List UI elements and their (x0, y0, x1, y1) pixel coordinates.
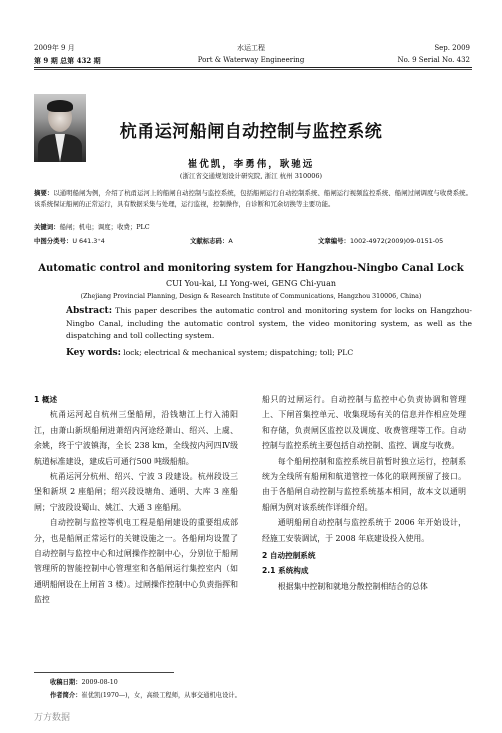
footnote-author: 作者简介：崔优凯(1970—)，女，高级工程师，从事交通机电设计。 (50, 692, 241, 699)
clc-number: 中图分类号：U 641.3⁺4 (34, 237, 105, 245)
header-rule-top (34, 67, 472, 68)
header-journal-en: Port & Waterway Engineering (197, 56, 305, 64)
keywords-cn-label: 关键词： (34, 223, 60, 231)
keywords-en-label: Key words: (66, 348, 121, 358)
section-2-heading: 2 自动控制系统 (262, 551, 316, 561)
paragraph: 船只的过闸运行。自动控制与监控中心负责协调和管理上、下闸首集控单元、收集现场有关的信息并作相应处理和存储，负责闸区监控以及调度、收费管理等工作。自动控制与监控系统主要包括自动控制、监控、调度与收费。 (262, 395, 466, 451)
paragraph: 杭甬运河分杭州、绍兴、宁波 3 段建设。杭州段设三堡和新坝 2 座船闸；绍兴段设塘角、通明、大库 3 座船闸；宁波段设蜀山、姚江、大通 3 座船闸。 (34, 472, 238, 512)
keywords-cn-text: 船闸；机电；调度；收费；PLC (59, 223, 150, 231)
body-column-left (34, 392, 238, 608)
header-issue-cn: 第 9 期 总第 432 期 (34, 56, 101, 65)
section-2-1-heading: 2.1 系统构成 (262, 566, 309, 576)
affiliation-en: (Zhejiang Provincial Planning, Design & Research Institute of Communications, Hangzhou 310006, China) (80, 293, 422, 300)
abstract-en-label: Abstract: (66, 306, 113, 316)
keywords-en (66, 348, 472, 358)
abstract-cn-text: 以通明船闸为例，介绍了杭甬运河上的船闸自动控制与监控系统，包括船闸运行自动控制系统、船闸运行视频监控系统、船闸过闸调度与收费系统。该系统保证船闸的正常运行，具有数据采集与处理，运行监视，控制操作，自诊断和冗余切换等主要功能。 (34, 189, 472, 208)
keywords-en-text: lock; electrical & mechanical system; dispatching; toll; PLC (120, 348, 354, 357)
paragraph: 自动控制与监控等机电工程是船闸建设的重要组成部分，也是船闸正常运行的关键设施之一。各船闸均设置了自动控制与监控中心和过闸操作控制中心，分别位于船闸管理所的智能控制中心管理室和各船闸运行集控室内（如通明船闸设在上闸首 3 楼）。过闸操作控制中心负责指挥和监控 (34, 518, 238, 605)
header-journal-cn: 水运工程 (237, 44, 265, 52)
paragraph: 杭甬运河起自杭州三堡船闸，沿钱塘江上行入浦阳江，由萧山新坝船闸进萧绍内河途经萧山、绍兴、上虞、余姚，终于宁波镇海，全长 238 km，全线按内河四Ⅳ级航道标准建设，建成后可通行500 吨级船舶。 (34, 410, 238, 466)
abstract-cn (34, 188, 472, 210)
header-rule-bottom (34, 69, 472, 70)
footnote-received: 收稿日期：2009-08-10 (50, 679, 118, 686)
header-date-en: Sep. 2009 (434, 44, 470, 52)
keywords-cn (34, 222, 472, 233)
header-date-cn: 2009年 9 月 (34, 44, 75, 52)
abstract-cn-label: 摘要： (34, 189, 54, 197)
affiliation-cn: (浙江省交通规划设计研究院, 浙江 杭州 310006) (179, 172, 323, 180)
article-title-cn: 杭甬运河船闸自动控制与监控系统 (119, 122, 383, 142)
watermark: 万方数据 (34, 713, 71, 723)
footnote-rule (34, 672, 174, 673)
abstract-en (66, 305, 472, 343)
paragraph: 每个船闸控制和监控系统目前暂时独立运行，控制系统为全线所有船闸和航道管控一体化的联网预留了接口。由于各船闸自动控制与监控系统基本相同，故本文以通明船闸为例对该系统作详细介绍。 (262, 456, 466, 512)
article-title-en: Automatic control and monitoring system for Hangzhou-Ningbo Canal Lock (38, 263, 464, 274)
section-1-heading: 1 概述 (34, 395, 58, 404)
authors-cn: 崔优凯，李勇伟，耿驰远 (187, 159, 315, 170)
paragraph: 根据集中控制和就地分散控制相结合的总体 (277, 581, 428, 591)
header-issue-en: No. 9 Serial No. 432 (397, 56, 470, 64)
paragraph: 通明船闸自动控制与监控系统于 2006 年开始设计，经施工安装调试，于 2008 年底建设投入使用。 (262, 518, 466, 543)
body-column-right (262, 392, 466, 594)
abstract-en-text: This paper describes the automatic control and monitoring system for locks on Hangzhou-Ningbo Canal, including the automatic control system, the video monitoring system, as well as the dispatching and toll collecting system. (66, 306, 472, 340)
authors-en: CUI You-kai, LI Yong-wei, GENG Chi-yuan (166, 279, 336, 288)
article-number: 文章编号：1002-4972(2009)09-0151-05 (318, 237, 444, 245)
document-code: 文献标志码：A (190, 237, 233, 245)
